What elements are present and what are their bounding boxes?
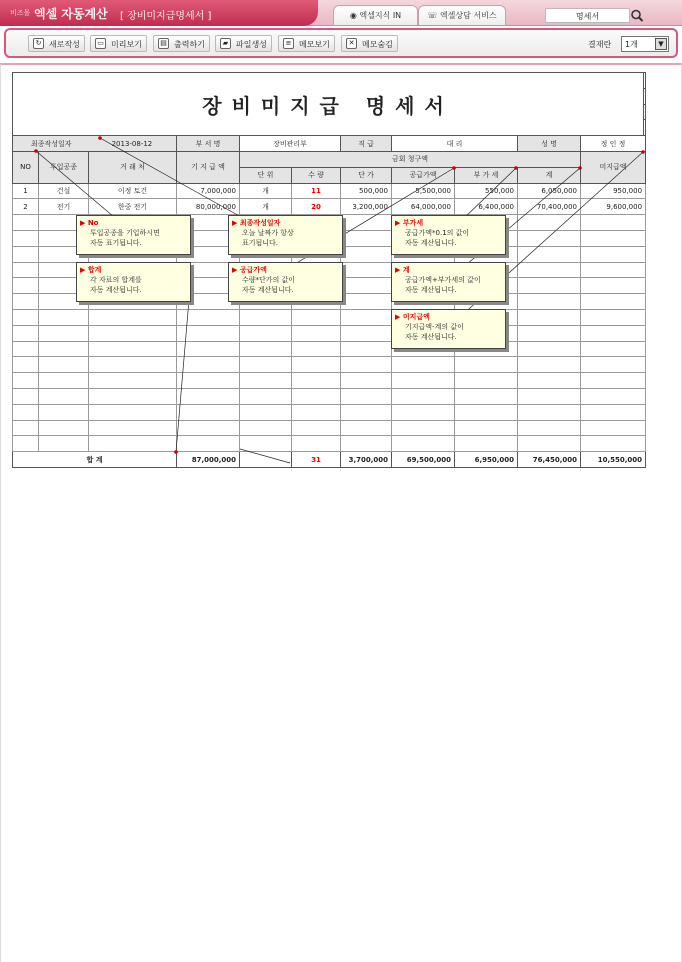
approval-label: 결재란 <box>588 40 612 49</box>
button-label: 파일생성 <box>236 40 267 49</box>
cell-paid[interactable] <box>177 388 240 404</box>
cell-total <box>518 420 581 436</box>
cell-price[interactable] <box>341 373 392 389</box>
table-row <box>13 436 646 452</box>
cell-no <box>13 357 39 373</box>
monitor-icon: ▭ <box>95 38 106 49</box>
cell-price[interactable] <box>341 215 392 231</box>
table-row <box>13 357 646 373</box>
cell-category[interactable]: 전기 <box>39 199 89 215</box>
cell-unpaid <box>581 420 646 436</box>
memo-title: ▶ 최종작성일자 <box>232 218 339 228</box>
sheet-title: 장비미지급 명세서 <box>13 73 644 136</box>
cell-qty[interactable] <box>292 420 341 436</box>
cell-unpaid <box>581 294 646 310</box>
cell-price[interactable] <box>341 294 392 310</box>
memo-date <box>228 215 343 255</box>
cell-no: 1 <box>13 183 39 199</box>
footer-total: 76,450,000 <box>518 452 581 468</box>
create-file-button[interactable] <box>215 35 272 52</box>
cell-qty[interactable]: 20 <box>292 199 341 215</box>
brand-area <box>0 0 318 26</box>
table-row <box>13 309 646 325</box>
cell-qty[interactable] <box>292 325 341 341</box>
footer-supply: 69,500,000 <box>392 452 455 468</box>
memo-icon: ≡ <box>283 38 294 49</box>
header-vendor: 거 래 처 <box>89 151 177 183</box>
cell-unit[interactable] <box>240 436 292 452</box>
brand-small-label: 비즈몰 <box>10 9 31 17</box>
cell-unit[interactable]: 개 <box>240 199 292 215</box>
button-label: 출력하기 <box>174 40 205 49</box>
cell-total <box>518 357 581 373</box>
memo-title: ▶ 합계 <box>80 265 187 275</box>
footer-qty: 31 <box>292 452 341 468</box>
cell-vat: 6,400,000 <box>455 199 518 215</box>
cell-paid[interactable] <box>177 404 240 420</box>
table-row <box>13 388 646 404</box>
cell-supply <box>392 388 455 404</box>
cell-vat <box>455 373 518 389</box>
approval-cell <box>644 104 646 120</box>
cell-vendor[interactable] <box>89 325 177 341</box>
cell-unpaid: 9,600,000 <box>581 199 646 215</box>
cell-category[interactable] <box>39 341 89 357</box>
search-icon[interactable] <box>630 8 644 23</box>
memo-text: 각 자료의 합계를 <box>90 276 142 284</box>
memo-total <box>391 262 506 302</box>
approval-cell <box>644 120 646 136</box>
cell-supply <box>392 373 455 389</box>
cell-unpaid <box>581 215 646 231</box>
cell-price[interactable] <box>341 278 392 294</box>
cell-price[interactable] <box>341 436 392 452</box>
memo-title: ▶ 미지급액 <box>395 312 502 322</box>
memo-title: ▶ 공급가액 <box>232 265 339 275</box>
memo-text: 자동 표기됩니다. <box>90 239 142 247</box>
close-icon: ✕ <box>346 38 357 49</box>
cell-unpaid <box>581 373 646 389</box>
cell-total <box>518 388 581 404</box>
approval-cell <box>644 88 646 104</box>
memo-no <box>76 215 191 255</box>
memo-text: 자동 계산됩니다. <box>242 286 294 294</box>
cell-price[interactable]: 3,200,000 <box>341 199 392 215</box>
cell-price[interactable] <box>341 230 392 246</box>
cell-unpaid <box>581 404 646 420</box>
cell-unpaid <box>581 388 646 404</box>
cell-vat <box>455 404 518 420</box>
tab-excel-knowledge[interactable] <box>333 5 418 25</box>
dept-value[interactable]: 장비관리부 <box>240 136 341 152</box>
button-label: 미리보기 <box>111 40 142 49</box>
approval-cell <box>644 73 646 89</box>
date-value[interactable]: 2013-08-12 <box>111 139 153 148</box>
cell-category[interactable] <box>39 309 89 325</box>
cell-paid[interactable] <box>177 373 240 389</box>
cell-no <box>13 230 39 246</box>
memo-supply <box>228 262 343 302</box>
cell-vendor[interactable] <box>89 357 177 373</box>
memo-text: 자동 계산됩니다. <box>405 333 457 341</box>
totals-row <box>13 452 646 468</box>
header-qty: 수 량 <box>292 167 341 183</box>
cell-unit[interactable] <box>240 420 292 436</box>
bulb-icon: ◉ <box>349 11 360 20</box>
cell-price[interactable] <box>341 341 392 357</box>
print-button[interactable] <box>153 35 210 52</box>
cell-vat: 550,000 <box>455 183 518 199</box>
table-row <box>13 199 646 215</box>
cell-paid[interactable]: 7,000,000 <box>177 183 240 199</box>
cell-price[interactable] <box>341 262 392 278</box>
cell-unpaid <box>581 341 646 357</box>
cell-unit[interactable] <box>240 309 292 325</box>
cell-no <box>13 341 39 357</box>
cell-total <box>518 294 581 310</box>
cell-qty[interactable] <box>292 388 341 404</box>
memo-text: 수량*단가의 값이 <box>242 276 296 284</box>
cell-unpaid <box>581 309 646 325</box>
header-current-claim: 금회 청구액 <box>240 151 581 167</box>
cell-paid[interactable] <box>177 309 240 325</box>
memo-text: 자동 계산됩니다. <box>405 286 457 294</box>
table-row <box>13 420 646 436</box>
document-title: [ 장비미지급명세서 ] <box>120 11 212 22</box>
rank-label: 직 급 <box>341 136 392 152</box>
cell-category[interactable] <box>39 388 89 404</box>
cell-total <box>518 278 581 294</box>
cell-no <box>13 278 39 294</box>
cell-no <box>13 404 39 420</box>
cell-qty[interactable] <box>292 357 341 373</box>
cell-vendor[interactable] <box>89 388 177 404</box>
cell-price[interactable] <box>341 420 392 436</box>
cell-category[interactable] <box>39 404 89 420</box>
cell-price[interactable]: 500,000 <box>341 183 392 199</box>
cell-supply: 64,000,000 <box>392 199 455 215</box>
cell-no <box>13 325 39 341</box>
cell-category[interactable] <box>39 357 89 373</box>
select-value: 1개 <box>625 40 638 49</box>
cell-unpaid <box>581 262 646 278</box>
cell-vendor[interactable]: 이정 토건 <box>89 183 177 199</box>
cell-no <box>13 373 39 389</box>
search-input[interactable]: 명세서 <box>545 8 630 23</box>
cell-price[interactable] <box>341 325 392 341</box>
cell-unit[interactable] <box>240 388 292 404</box>
cell-price[interactable] <box>341 357 392 373</box>
cell-qty[interactable] <box>292 373 341 389</box>
cell-supply <box>392 436 455 452</box>
cell-category[interactable] <box>39 325 89 341</box>
button-label: 메모숨김 <box>362 40 393 49</box>
name-value[interactable]: 정 인 정 <box>581 136 646 152</box>
tab-label: 엑셀상담 서비스 <box>439 11 497 20</box>
cell-vat <box>455 436 518 452</box>
new-document-button[interactable] <box>28 35 85 52</box>
button-label: 메모보기 <box>299 40 330 49</box>
phone-icon: ☏ <box>427 11 440 20</box>
cell-price[interactable] <box>341 388 392 404</box>
hide-memo-button[interactable] <box>341 35 398 52</box>
cell-vendor[interactable] <box>89 309 177 325</box>
name-label: 성 명 <box>518 136 581 152</box>
cell-price[interactable] <box>341 404 392 420</box>
cell-qty[interactable] <box>292 341 341 357</box>
cell-no: 2 <box>13 199 39 215</box>
footer-unpaid: 10,550,000 <box>581 452 646 468</box>
cell-unit[interactable] <box>240 325 292 341</box>
cell-no <box>13 262 39 278</box>
memo-text: 공급가액*0.1의 값이 <box>405 229 470 237</box>
cell-paid[interactable]: 80,000,000 <box>177 199 240 215</box>
table-row <box>13 373 646 389</box>
cell-total <box>518 404 581 420</box>
memo-title: ▶ 부가세 <box>395 218 502 228</box>
memo-vat <box>391 215 506 255</box>
cell-qty[interactable]: 11 <box>292 183 341 199</box>
cell-paid[interactable] <box>177 420 240 436</box>
cell-supply <box>392 357 455 373</box>
date-label-text: 최종작성일자 <box>31 139 72 148</box>
cell-unit[interactable]: 개 <box>240 183 292 199</box>
cell-unit[interactable] <box>240 357 292 373</box>
cell-total <box>518 373 581 389</box>
cell-vendor[interactable] <box>89 420 177 436</box>
header-unpaid: 미지급액 <box>581 151 646 183</box>
cell-supply <box>392 404 455 420</box>
header-paid: 기 지 급 액 <box>177 151 240 183</box>
header-category: 투입공종 <box>39 151 89 183</box>
cell-paid[interactable] <box>177 341 240 357</box>
memo-text: 표기됩니다. <box>242 239 279 247</box>
memo-text: 투입공종을 기입하시면 <box>90 229 160 237</box>
header-total: 계 <box>518 167 581 183</box>
cell-no <box>13 309 39 325</box>
cell-vat <box>455 420 518 436</box>
cell-category[interactable] <box>39 420 89 436</box>
cell-total: 6,050,000 <box>518 183 581 199</box>
memo-text: 오늘 날짜가 항상 <box>242 229 294 237</box>
approval-count-select[interactable] <box>621 36 669 52</box>
refresh-icon: ↻ <box>33 38 44 49</box>
chevron-down-icon[interactable]: ▼ <box>655 38 667 50</box>
cell-unit[interactable] <box>240 404 292 420</box>
cell-qty[interactable] <box>292 309 341 325</box>
cell-vendor[interactable] <box>89 404 177 420</box>
cell-unpaid: 950,000 <box>581 183 646 199</box>
preview-button[interactable] <box>90 35 147 52</box>
tab-label: 엑셀지식 IN <box>359 11 402 20</box>
cell-supply: 5,500,000 <box>392 183 455 199</box>
cell-vendor[interactable] <box>89 341 177 357</box>
button-label: 새로작성 <box>49 40 80 49</box>
footer-blank <box>240 452 292 468</box>
cell-total: 70,400,000 <box>518 199 581 215</box>
footer-paid: 87,000,000 <box>177 452 240 468</box>
cell-category[interactable] <box>39 436 89 452</box>
cell-total <box>518 436 581 452</box>
cell-category[interactable] <box>39 373 89 389</box>
footer-label: 합 계 <box>13 452 177 468</box>
print-icon: ▤ <box>158 38 169 49</box>
cell-paid[interactable] <box>177 436 240 452</box>
memo-title: ▶ 계 <box>395 265 502 275</box>
memo-text: 자동 계산됩니다. <box>405 239 457 247</box>
table-row <box>13 325 646 341</box>
table-row <box>13 341 646 357</box>
cell-paid[interactable] <box>177 325 240 341</box>
table-row <box>13 404 646 420</box>
show-memo-button[interactable] <box>278 35 335 52</box>
cell-price[interactable] <box>341 246 392 262</box>
cell-paid[interactable] <box>177 357 240 373</box>
header-supply: 공급가액 <box>392 167 455 183</box>
tab-excel-consult[interactable] <box>418 5 506 25</box>
date-label <box>13 136 177 152</box>
cell-no <box>13 215 39 231</box>
memo-unpaid <box>391 309 506 349</box>
header-unit: 단 위 <box>240 167 292 183</box>
cell-total <box>518 309 581 325</box>
table-row <box>13 183 646 199</box>
header-price: 단 가 <box>341 167 392 183</box>
memo-text: 기지급액-계의 값이 <box>405 323 464 331</box>
cell-no <box>13 388 39 404</box>
cell-unpaid <box>581 246 646 262</box>
cell-supply <box>392 420 455 436</box>
cell-no <box>13 436 39 452</box>
folder-icon: ▰ <box>220 38 231 49</box>
cell-no <box>13 420 39 436</box>
cell-vendor[interactable] <box>89 373 177 389</box>
cell-unpaid <box>581 325 646 341</box>
cell-qty[interactable] <box>292 436 341 452</box>
cell-vat <box>455 357 518 373</box>
cell-unit[interactable] <box>240 373 292 389</box>
cell-total <box>518 215 581 231</box>
cell-vendor[interactable]: 한중 전기 <box>89 199 177 215</box>
cell-price[interactable] <box>341 309 392 325</box>
cell-unpaid <box>581 436 646 452</box>
rank-value[interactable]: 대 리 <box>392 136 518 152</box>
cell-category[interactable]: 건설 <box>39 183 89 199</box>
top-bar <box>0 0 682 26</box>
cell-vat <box>455 388 518 404</box>
cell-no <box>13 294 39 310</box>
cell-unpaid <box>581 278 646 294</box>
cell-qty[interactable] <box>292 404 341 420</box>
cell-unit[interactable] <box>240 341 292 357</box>
memo-text: 공급가액+부가세의 값이 <box>405 276 481 284</box>
app-title[interactable]: 엑셀 자동계산 <box>34 7 108 21</box>
cell-unpaid <box>581 357 646 373</box>
header-vat: 부 가 세 <box>455 167 518 183</box>
memo-title: ▶ No <box>80 218 187 228</box>
cell-total <box>518 341 581 357</box>
footer-price: 3,700,000 <box>341 452 392 468</box>
header-no: NO <box>13 151 39 183</box>
toolbar <box>4 28 678 58</box>
cell-total <box>518 230 581 246</box>
memo-text: 자동 계산됩니다. <box>90 286 142 294</box>
cell-total <box>518 325 581 341</box>
cell-vendor[interactable] <box>89 436 177 452</box>
footer-vat: 6,950,000 <box>455 452 518 468</box>
memo-sum <box>76 262 191 302</box>
cell-no <box>13 246 39 262</box>
cell-unpaid <box>581 230 646 246</box>
cell-total <box>518 246 581 262</box>
dept-label: 부 서 명 <box>177 136 240 152</box>
cell-total <box>518 262 581 278</box>
